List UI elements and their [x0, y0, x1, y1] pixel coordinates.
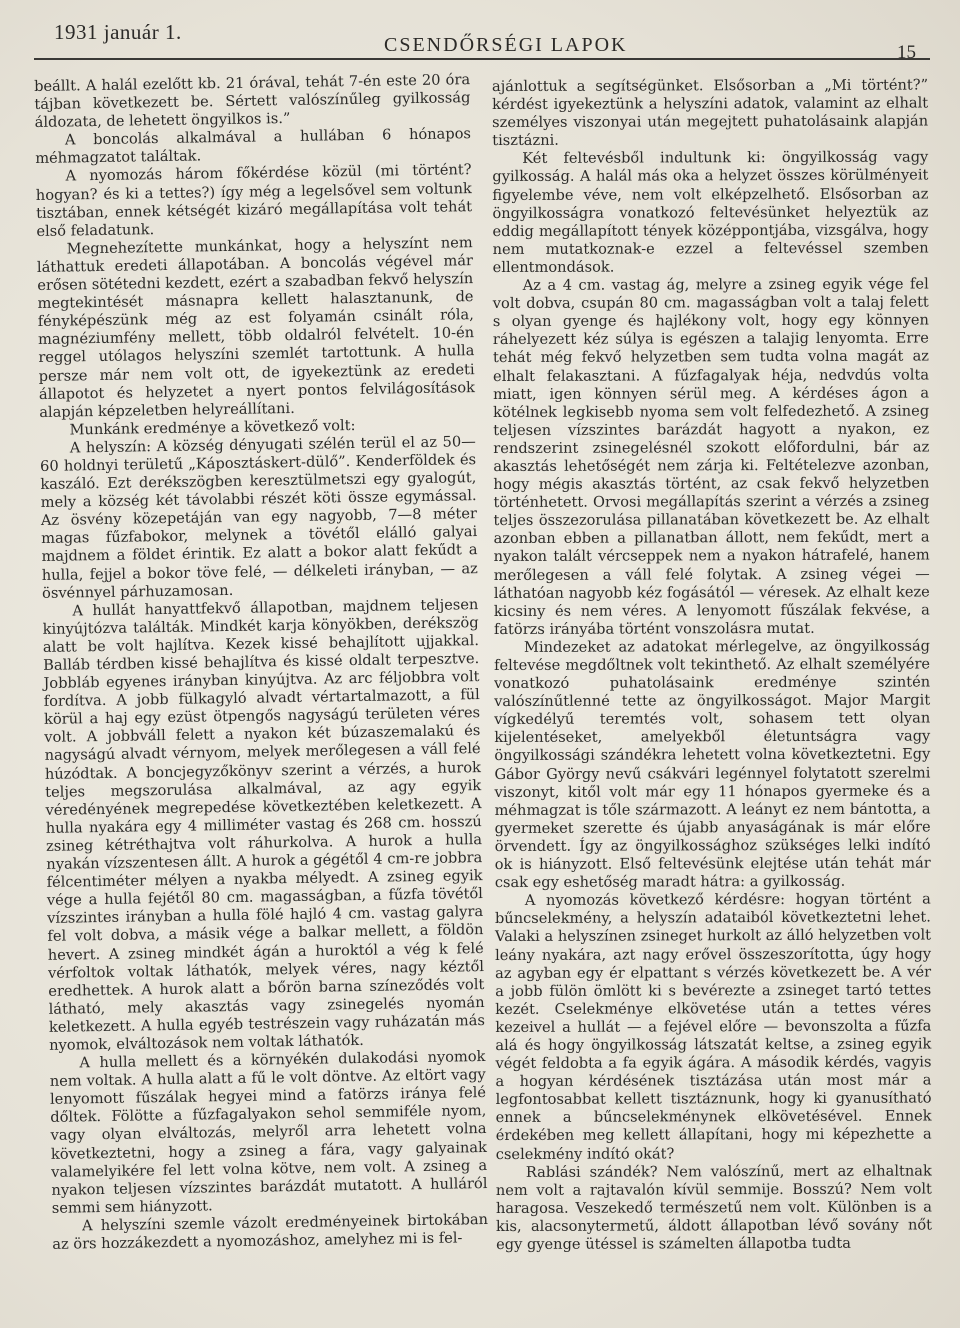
paragraph: A nyomozás három főkérdése közül (mi történt? hogyan? és ki a tettes?) így még a legelsővel sem voltunk tisztában, ennek kétségét kizáró megállapítása volt tehát első feladatunk.	[35, 161, 473, 240]
paragraph: ajánlottuk a segítségünket. Elsősorban a „Mi történt?” kérdést igyekeztünk a helyszíni adatok, valamint az elhalt személyes viszonyai után megejtett puhatolásaink alapján tisztázni.	[492, 76, 929, 150]
paragraph: Munkánk eredménye a következő volt:	[69, 416, 356, 439]
page-header	[34, 14, 930, 63]
paragraph: A helyszíni szemle vázolt eredményeinek birtokában az örs hozzákezdett a nyomozáshoz, amelyhez mi is fel-	[52, 1210, 489, 1253]
paragraph: A boncolás alkalmával a hullában 6 hónapos méhmagzatot találtak.	[35, 125, 472, 168]
publication-title: CSENDŐRSÉGI LAPOK	[384, 34, 628, 56]
issue-date: 1931 január 1.	[54, 20, 182, 44]
paragraph: A hulla mellett és a környékén dulakodási nyomok nem voltak. A hulla alatt a fű le volt döntve. Az eltört vagy lenyomott fűszálak hegyei mind a fatörzs iránya felé dőltek. Fölötte a fűzfagalyakon sehol semmiféle nyom, vagy olyan elváltozás, melyről arra lehetett volna következtetni, hogy a zsineg a fára, vagy galyainak valamelyikére fel lett volna kötve, nem volt. A zsineg a nyakon teljesen vízszintes barázdát mutatott. A hulláról semmi sem hiányzott.	[49, 1048, 488, 1217]
right-column	[492, 76, 932, 1254]
paragraph: Rablási szándék? Nem valószínű, mert az elhaltnak nem volt a rajtavalón kívül semmije. Bosszú? Nem volt haragosa. Veszekedő természetű nem volt. Különben is a kis, alacsonytermetű, áldott állapotban lévő sovány nőt egy gyenge ütéssel is számelten állapotba tudta	[495, 1162, 933, 1253]
paragraph: Az a 4 cm. vastag ág, melyre a zsineg egyik vége fel volt dobva, csupán 80 cm. magasságban volt a talaj felett s olyan gyenge és hajlékony volt, hogy egy könnyen ráhelyezett kéz súlya is egészen a talajig lenyomta. Erre tehát még fekvő helyzetben sem tudta volna magát az elhalt felakasztani. A fűzfagalyak héja, nedvdús volta miatt, igen könnyen sérül meg. A kérdéses ágon a kötélnek legkisebb nyoma sem volt felfedezhető. A zsineg teljesen vízszintes barázdát hagyott a nyakon, ez rendszerint zsinegelésnél szokott előfordulni, bár az akasztás lehetőségét nem zárja ki. Feltételezve azonban, hogy mégis akasztás történt, az csak fekvő helyzetben történhetett. Orvosi megállapítás szerint a vérzés a zsineg teljes összezorulása pillanatában következett be. Az elhalt azonban ebben a pillanatban állott, nem fekűdt, mert a nyakon talált vércseppek nem a nyakon hátrafelé, hanem merőlegesen a váll felé folytak. A zsineg végei — láthatóan nagyobb kéz fogásától — véresek. Az elhalt keze kicsiny és nem véres. A lenyomott fűszálak fekvése, a fatörzs irányába történt vonszolásra mutat.	[492, 275, 930, 638]
paragraph: beállt. A halál ezelőtt kb. 21 órával, tehát 7-én este 20 óra tájban következett be. Sértett valószínűleg gyilkosság áldozata, de lehetett öngyilkos is.”	[34, 71, 471, 132]
article-columns	[34, 71, 933, 1254]
paragraph: A nyomozás következő kérdésre: hogyan történt a bűncselekmény, a helyszín adataiból következtetni lehet. Valaki a helyszínen zsineget hurkolt az álló helyzetben volt leány nyakára, azt nagy erővel összeszorította, úgy hogy az agyban egy ér elpattant s vérzés következett be. A vér a jobb fülön ömlött ki s bevérezte a zsineget tartó tettes kezét. Cselekménye elkövetése után a tettes véres kezeivel a hullát — a fejével előre — bevonszolta a fűzfa alá és hogy öngyilkosság látszatát keltse, a zsineg egyik végét feldobta a fa egyik ágára. A második kérdés, vagyis a hogyan kérdésének tisztázása után most már a legfontosabbat kellett tisztáznunk, hogy ki gyanusítható ennek a bűncselekménynek elkövetésével. Ennek érdekében meg kellett állapítani, hogy mi képezhette a cselekmény indító okát?	[494, 890, 932, 1163]
paragraph: A helyszín: A község dényugati szélén terül el az 50—60 holdnyi területű „Káposztáskert-dülő”. Kenderföldek és kaszáló. Ezt derékszögben keresztülmetszi egy gyalogút, mely a község két távolabbi részét köti össze egymással. Az ösvény közepetáján van egy nagyobb, 7—8 méter magas fűzfabokor, melynek a tövétől elálló galyai majdnem a földet érintik. Ez alatt a bokor alatt fekűdt a hulla, fejjel a bokor töve felé, — délkeleti irányban, — az ösvénnyel párhuzamosan.	[39, 432, 478, 602]
paragraph: Megnehezítette munkánkat, hogy a helyszínt nem láthattuk eredeti állapotában. A boncolás végével már erősen sötétedni kezdett, ezért a szabadban fekvő helyszín megtekintését másnapra kellett halasztanunk, de fényképészünk még az est folyamán csinált róla, magnéziumfény mellett, több oldalról felvételt. 10-én reggel utólagos helyszíni szemlét tartottunk. A hulla persze már nem volt ott, de igyekeztünk az eredeti állapotot és helyzetet a nyert pontos felvilágosítások alapján képzeletben helyreállítani.	[36, 233, 476, 421]
paragraph: Mindezeket az adatokat mérlegelve, az öngyilkosság feltevése megdőltnek volt tekinthető. Az elhalt személyére vonatkozó puhatolásaink eredménye szintén valószínűtlenné tette az öngyilkosságot. Major Margit vígkedélyű teremtés volt, sohasem tett olyan kijelentéseket, amelyekből életuntságra vagy öngyilkossági szándékra lehetett volna következtetni. Egy Gábor György nevű csákvári legénnyel folytatott szerelmi viszonyt, kitől volt már egy 11 hónapos gyermeke és a méhmagzat is tőle származott. A leányt ez nem bántotta, a gyermeket szerette és újabb anyaságának is már előre örvendett. Így az öngyilkossághoz szükséges lelki indító ok is hiányzott. Első feltevésünk elejtése után tehát már csak egy eshetőség maradt hátra: a gyilkosság.	[494, 637, 931, 892]
page-number: 15	[897, 42, 916, 63]
left-column	[34, 71, 488, 1254]
paragraph: Két feltevésből indultunk ki: öngyilkosság vagy gyilkosság. A halál más oka a helyzet összes körülményeit figyelembe véve, nem volt elképzelhető. Elsősorban az öngyilkosságra vonatkozó feltevésünket helyeztük az eddig megállapított tények középpontjába, vizsgálva, hogy nem mutatkoznak-e ezzel a feltevéssel szemben ellentmondások.	[492, 148, 929, 276]
paragraph: A hullát hanyattfekvő állapotban, majdnem teljesen kinyújtózva találták. Mindkét karja könyökben, derékszög alatt be volt hajlítva. Kezek kissé behajlított ujjakkal. Balláb térdben kissé behajlítva és kissé oldalt terpesztve. Jobbláb egyenes irányban kinyújtva. Az arc féljobbra volt fordítva. A jobb fülkagyló alvadt vértartalmazott, a fül körül a haj egy ezüst ötpengős nagyságú területen véres volt. A jobbváll felett a nyakon két búzaszemalakú és nagyságú alvadt vérnyom, melyek merőlegesen a váll felé húzódtak. A boncjegyzőkönyv szerint a vérzés, a hurok teljes megszorulása alkalmával, az agy egyik véredényének megrepedése következtében keletkezett. A hulla nyakára egy 4 milliméter vastag és 268 cm. hosszú zsineg kétréthajtva volt ráhurkolva. A hurok a hulla nyakán vízszentesen állt. A hurok a gégétől 4 cm-re jobbra félcentiméter mélyen a nyakba mélyedt. A zsineg egyik vége a hulla fejétől 80 cm. magasságban, a fűzfa tövétől vízszintes irányban a hulla fölé hajló 4 cm. vastag galyra fel volt dobva, a másik vége a balkar mellett, a földön hevert. A zsineg mindkét ágán a huroktól a vég k felé vérfoltok voltak láthatók, melyek véres, nagy kéztől eredhettek. A hurok alatt a bőrön barna színeződés volt látható, mely akasztás vagy zsinegelés nyomán keletkezett. A hulla egyéb testrészein vagy ruházatán más nyomok, elváltozások nem voltak láthatók.	[42, 595, 485, 1054]
